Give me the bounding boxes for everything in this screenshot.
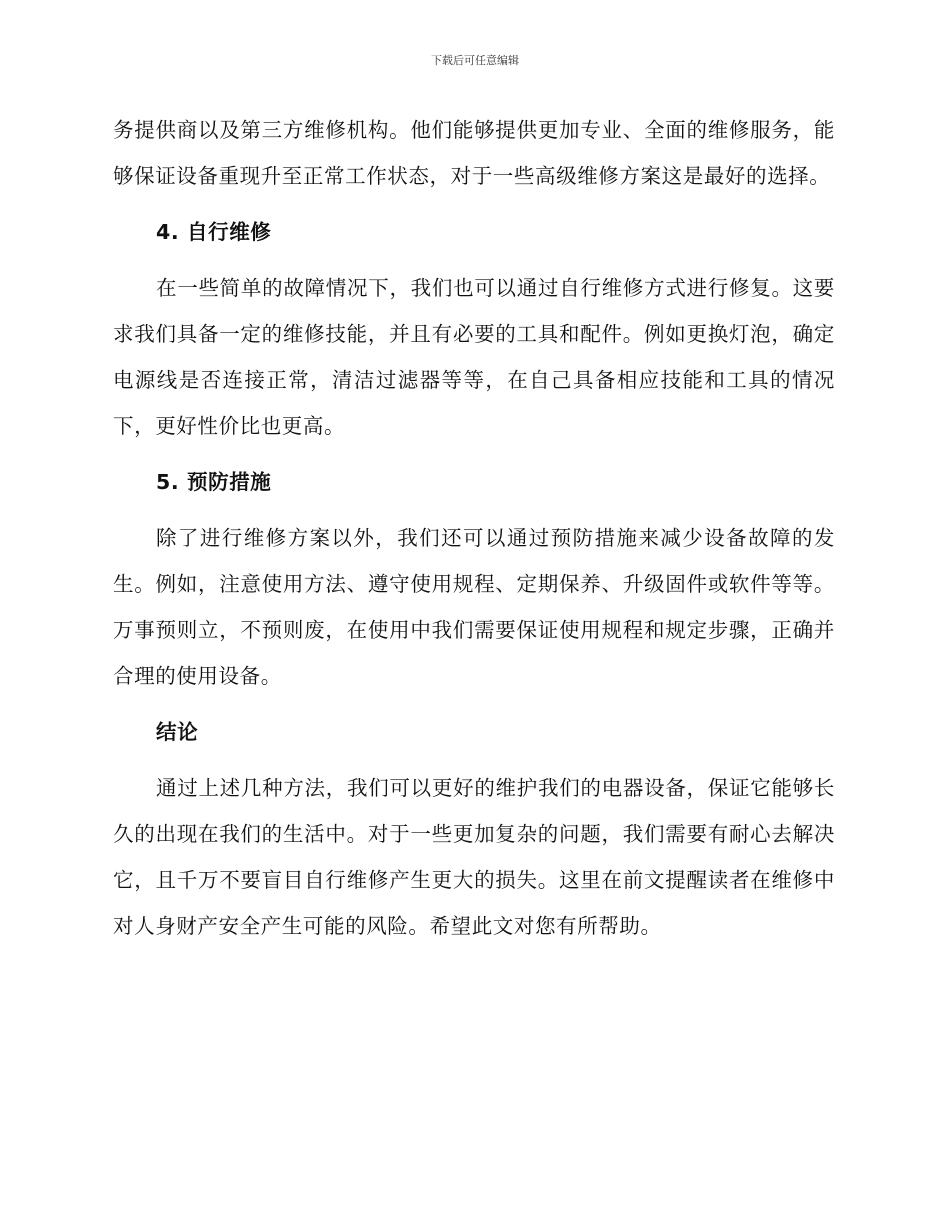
section-4-paragraph: 在一些简单的故障情况下，我们也可以通过自行维修方式进行修复。这要求我们具备一定的维修技能，并且有必要的工具和配件。例如更换灯泡，确定电源线是否连接正常，清洁过滤器等等，在自己具备相应技能和工具的情况下，更好性价比也更高。 <box>113 276 835 438</box>
spacer <box>113 199 835 209</box>
spacer <box>113 699 835 709</box>
section-5-heading: 5. 预防措施 <box>156 470 272 494</box>
spacer <box>113 449 835 459</box>
conclusion-paragraph: 通过上述几种方法，我们可以更好的维护我们的电器设备，保证它能够长久的出现在我们的生活中。对于一些更加复杂的问题，我们需要有耐心去解决它，且千万不要盲目自行维修产生更大的损失。这里在前文提醒读者在维修中对人身财产安全产生可能的风险。希望此文对您有所帮助。 <box>113 776 835 938</box>
spacer <box>113 255 835 265</box>
spacer <box>113 505 835 515</box>
section-4-heading: 4. 自行维修 <box>156 220 272 244</box>
document-body <box>113 107 835 949</box>
section-5-paragraph: 除了进行维修方案以外，我们还可以通过预防措施来减少设备故障的发生。例如，注意使用方法、遵守使用规程、定期保养、升级固件或软件等等。万事预则立，不预则废，在使用中我们需要保证使用规程和规定步骤，正确并合理的使用设备。 <box>113 526 835 688</box>
spacer <box>113 755 835 765</box>
conclusion-heading: 结论 <box>156 720 199 744</box>
page-header: 下载后可任意编辑 <box>431 54 519 67</box>
intro-continuation-paragraph: 务提供商以及第三方维修机构。他们能够提供更加专业、全面的维修服务，能够保证设备重现升至正常工作状态，对于一些高级维修方案这是最好的选择。 <box>113 118 835 188</box>
